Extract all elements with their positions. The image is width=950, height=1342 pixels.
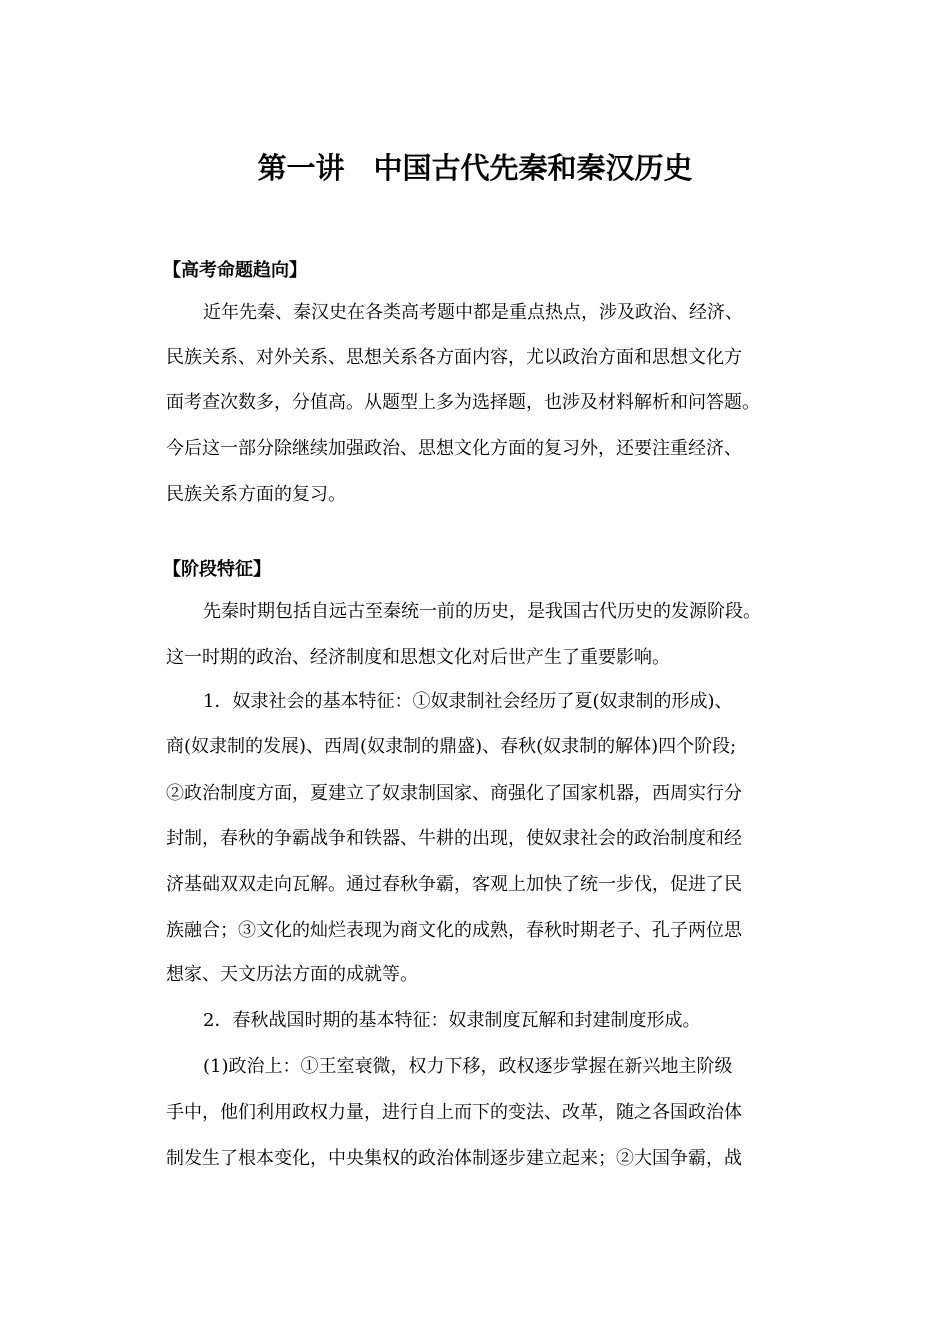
paragraph-line: 1．奴隶社会的基本特征：①奴隶制社会经历了夏(奴隶制的形成)、 — [203, 691, 733, 712]
paragraph-line: 族融合；③文化的灿烂表现为商文化的成熟，春秋时期老子、孔子两位思 — [166, 920, 742, 941]
paragraph-line: 这一时期的政治、经济制度和思想文化对后世产生了重要影响。 — [166, 647, 670, 668]
paragraph-line: 面考查次数多，分值高。从题型上多为选择题，也涉及材料解析和问答题。 — [166, 392, 760, 413]
paragraph-line: 2．春秋战国时期的基本特征：奴隶制度瓦解和封建制度形成。 — [203, 1010, 701, 1031]
paragraph-line: 近年先秦、秦汉史在各类高考题中都是重点热点，涉及政治、经济、 — [203, 302, 743, 323]
paragraph-line: 济基础双双走向瓦解。通过春秋争霸，客观上加快了统一步伐，促进了民 — [166, 874, 742, 895]
paragraph-line: 商(奴隶制的发展)、西周(奴隶制的鼎盛)、春秋(奴隶制的解体)四个阶段; — [166, 736, 737, 757]
paragraph-line: 想家、天文历法方面的成就等。 — [166, 964, 418, 985]
section-heading-exam-trends: 【高考命题趋向】 — [163, 260, 307, 281]
paragraph-line: 制发生了根本变化，中央集权的政治体制逐步建立起来；②大国争霸，战 — [166, 1148, 742, 1169]
paragraph-line: 民族关系、对外关系、思想关系各方面内容，尤以政治方面和思想文化方 — [166, 347, 742, 368]
paragraph-line: ②政治制度方面，夏建立了奴隶制国家、商强化了国家机器，西周实行分 — [166, 783, 742, 804]
paragraph-line: 手中，他们利用政权力量，进行自上而下的变法、改革，随之各国政治体 — [166, 1102, 742, 1123]
paragraph-line: 先秦时期包括自远古至秦统一前的历史，是我国古代历史的发源阶段。 — [203, 601, 761, 622]
paragraph-line: 封制，春秋的争霸战争和铁器、牛耕的出现，使奴隶社会的政治制度和经 — [166, 828, 742, 849]
paragraph-line: 今后这一部分除继续加强政治、思想文化方面的复习外，还要注重经济、 — [166, 438, 742, 459]
page-title: 第一讲 中国古代先秦和秦汉历史 — [257, 151, 693, 185]
paragraph-line: (1)政治上：①王室衰微，权力下移，政权逐步掌握在新兴地主阶级 — [203, 1056, 733, 1077]
section-heading-stage-features: 【阶段特征】 — [163, 559, 271, 580]
paragraph-line: 民族关系方面的复习。 — [166, 484, 346, 505]
